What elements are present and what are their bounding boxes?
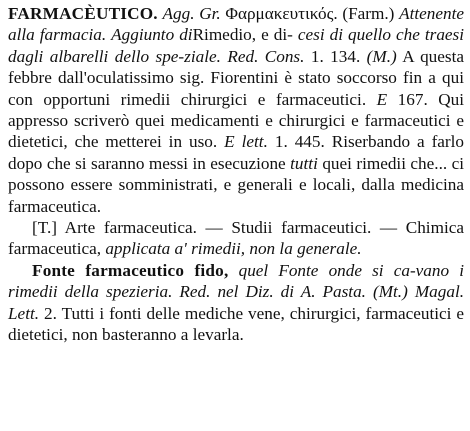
subentry-quote: Tutti i fonti delle mediche vene, chirurgici, farmaceutici e dietetici, non basteranno a levarla. (8, 303, 464, 345)
definition-2: Aggiunto di (111, 25, 193, 45)
quote-3-part-c: quei rimedii che... ci possono essere somministrati, e generali e locali, dalla medicina farmaceutica. (8, 153, 465, 216)
subentry-citation-2-ref: 2. (44, 303, 57, 323)
citation-2-source: E (376, 89, 388, 109)
part-of-speech: Agg. (162, 4, 195, 23)
definition-4: cesi di quello che traesi dagli albarelli dello spe-ziale. (8, 25, 465, 66)
citation-3-source: E lett. (224, 132, 268, 152)
usage-examples: Arte farmaceutica. — Studii farmaceutici. — Chimica farmaceutica, (8, 218, 464, 259)
quote-3-part-a: Riserbando a farlo dopo che si saranno messi in esecuzione (8, 132, 465, 173)
citation-1-ref: 1. 134. (310, 46, 361, 66)
greek-etymon: Φαρμακευτικός. (225, 4, 338, 23)
subentry-citation-1-source: Red. nel Diz. di A. Pasta. (179, 282, 366, 302)
definition-3: Rimedio, e di- (192, 25, 293, 45)
quote-1: A questa febbre dall'oculatissimo sig. Fiorentini è stato soccorso fin a qui con opportuni rimedii chirurgici e farmaceutici. (8, 46, 464, 109)
citation-1-mark: (M.) (366, 46, 397, 66)
subentry-headword: Fonte farmaceutico fido, (32, 260, 229, 280)
definition-1: Attenente alla farmacia. (8, 4, 465, 45)
domain-label: (Farm.) (342, 4, 395, 23)
subentry-definition: quel Fonte onde si ca-vano i rimedii della spezieria. (8, 260, 465, 302)
citation-2-ref: 167. (397, 89, 428, 109)
entry-paragraph-main (8, 3, 464, 217)
subentry-citation-2-source: Magal. Lett. (8, 282, 465, 323)
entry-headword: FARMACÈUTICO. (8, 4, 158, 23)
subentry-citation-1-mark: (Mt.) (372, 282, 408, 302)
citation-1-source: Red. Cons. (227, 46, 305, 66)
quote-2: Qui appresso scriverò quei medicamenti e chirurgici e farmaceutici e dietetici, che metterei in uso. (8, 89, 465, 152)
origin-label: Gr. (199, 4, 221, 23)
quote-3-emphasis: tutti (290, 153, 318, 173)
usage-gloss: applicata a' rimedii, non la generale. (105, 239, 362, 259)
citation-3-ref: 1. 445. (274, 132, 325, 152)
dictionary-entry (8, 3, 464, 346)
entry-paragraph-subentry (8, 260, 464, 346)
entry-paragraph-usage (8, 217, 464, 260)
tommaseo-mark: [T.] (32, 218, 57, 238)
